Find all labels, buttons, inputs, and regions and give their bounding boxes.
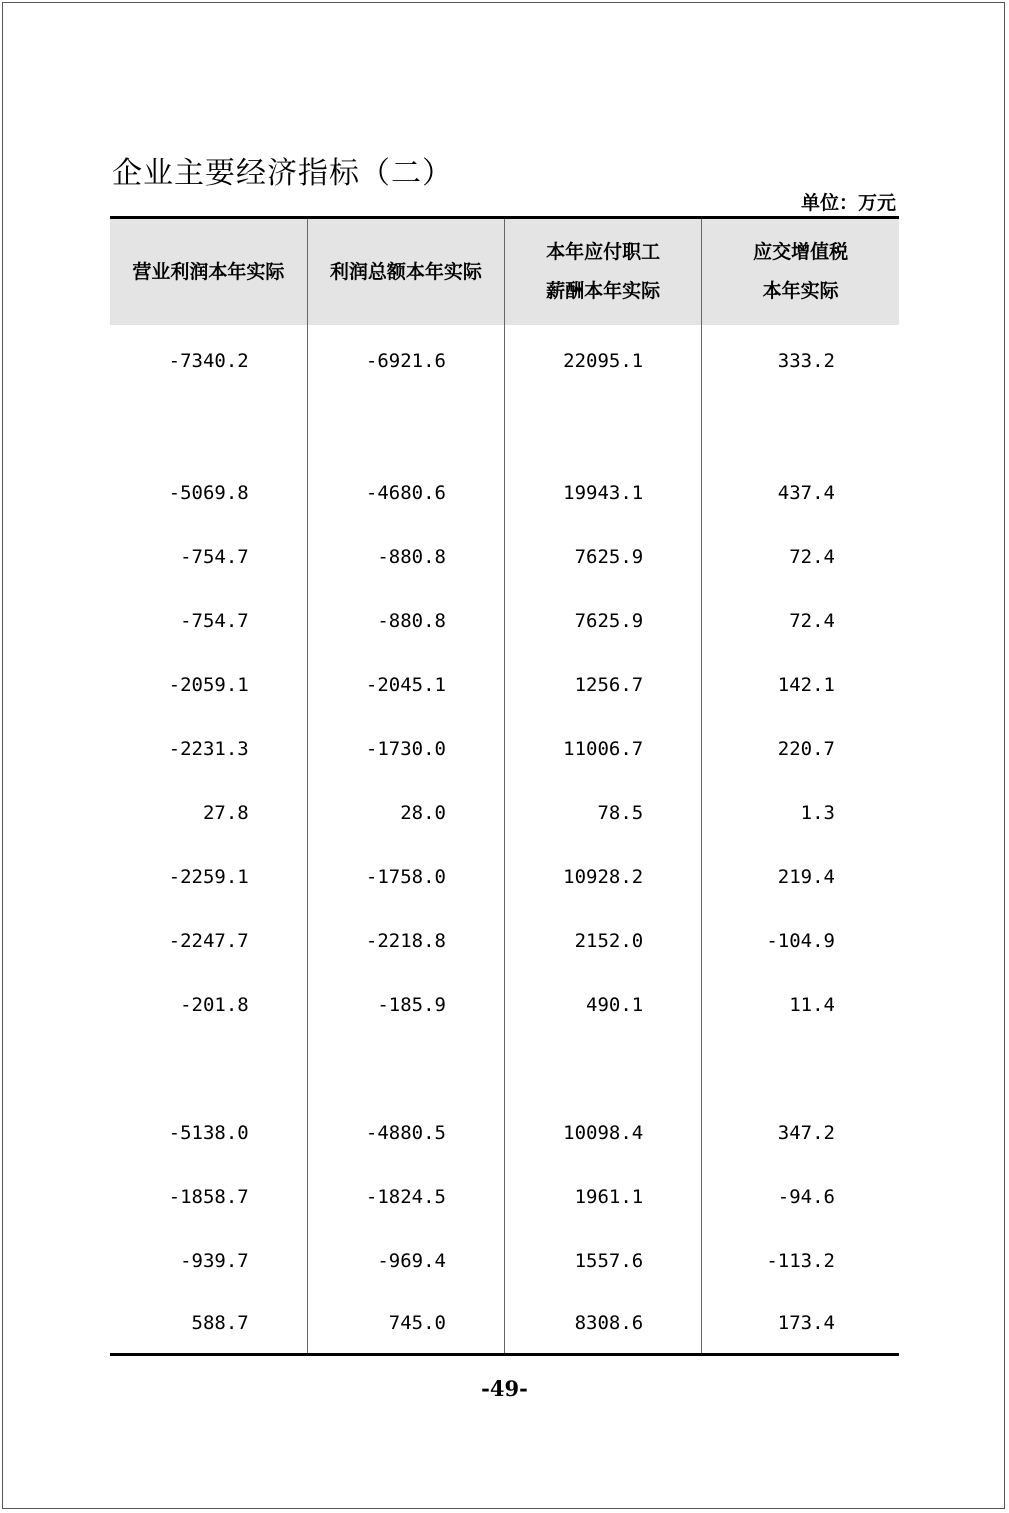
- cell-payroll: [505, 1037, 702, 1101]
- cell-vat: 347.2: [702, 1101, 899, 1165]
- table-row: [110, 653, 899, 717]
- cell-operating-profit: -2247.7: [168, 930, 249, 952]
- cell-total-profit: -1730.0: [307, 717, 504, 781]
- table-row: [110, 589, 899, 653]
- cell-total-profit: -4880.5: [307, 1101, 504, 1165]
- cell-payroll: 78.5: [505, 781, 702, 845]
- table-row: [110, 717, 899, 781]
- cell-vat: -104.9: [702, 909, 899, 973]
- cell-payroll: 2152.0: [505, 909, 702, 973]
- column-header-line: 本年实际: [762, 280, 839, 302]
- cell-operating-profit: -2059.1: [168, 674, 249, 696]
- cell-total-profit: [307, 1037, 504, 1101]
- cell-vat: -113.2: [702, 1229, 899, 1293]
- indicator-table: [110, 216, 899, 1356]
- column-header-line: 利润总额本年实际: [329, 260, 482, 283]
- unit-label: 单位：万元: [800, 192, 896, 214]
- cell-operating-profit: -1858.7: [168, 1186, 249, 1208]
- cell-vat: 333.2: [702, 325, 899, 397]
- column-header-payroll: [505, 218, 702, 326]
- cell-vat: [702, 1037, 899, 1101]
- cell-operating-profit: -754.7: [180, 610, 249, 632]
- cell-payroll: 7625.9: [505, 589, 702, 653]
- column-header-operating-profit: [110, 218, 307, 326]
- table-row: [110, 1229, 899, 1293]
- cell-total-profit: -2045.1: [307, 653, 504, 717]
- table-header-row: [110, 218, 899, 326]
- cell-vat: 219.4: [702, 845, 899, 909]
- page-title: 企业主要经济指标（二）: [112, 156, 453, 191]
- page-number: -49-: [481, 1376, 528, 1401]
- table-body: [110, 325, 899, 1355]
- indicator-table-container: [110, 216, 899, 1356]
- table-row: [110, 1101, 899, 1165]
- table-row: [110, 325, 899, 397]
- table-row: [110, 845, 899, 909]
- cell-operating-profit: [110, 397, 307, 461]
- cell-vat: 220.7: [702, 717, 899, 781]
- cell-operating-profit: -5069.8: [168, 482, 249, 504]
- cell-total-profit: 28.0: [307, 781, 504, 845]
- cell-total-profit: -1824.5: [307, 1165, 504, 1229]
- cell-operating-profit: -5138.0: [168, 1122, 249, 1144]
- cell-payroll: 1961.1: [505, 1165, 702, 1229]
- table-row-blank: [110, 397, 899, 461]
- cell-total-profit: -4680.6: [307, 461, 504, 525]
- cell-payroll: 19943.1: [505, 461, 702, 525]
- cell-vat: [702, 397, 899, 461]
- table-row: [110, 781, 899, 845]
- column-header-vat: [702, 218, 899, 326]
- cell-vat: 72.4: [702, 525, 899, 589]
- table-row: [110, 461, 899, 525]
- cell-operating-profit: -939.7: [180, 1250, 249, 1272]
- cell-operating-profit: -201.8: [180, 994, 249, 1016]
- cell-total-profit: 745.0: [307, 1293, 504, 1355]
- cell-operating-profit: -2231.3: [168, 738, 249, 760]
- cell-vat: -94.6: [702, 1165, 899, 1229]
- cell-operating-profit: 27.8: [202, 802, 249, 824]
- cell-total-profit: -185.9: [307, 973, 504, 1037]
- cell-total-profit: -2218.8: [307, 909, 504, 973]
- table-row: [110, 1293, 899, 1355]
- cell-payroll: 490.1: [505, 973, 702, 1037]
- cell-vat: 142.1: [702, 653, 899, 717]
- cell-payroll: 10928.2: [505, 845, 702, 909]
- table-row-blank: [110, 1037, 899, 1101]
- cell-payroll: 7625.9: [505, 525, 702, 589]
- cell-total-profit: [307, 397, 504, 461]
- cell-payroll: 11006.7: [505, 717, 702, 781]
- cell-vat: 72.4: [702, 589, 899, 653]
- table-row: [110, 973, 899, 1037]
- cell-operating-profit: -7340.2: [168, 350, 249, 372]
- cell-operating-profit: -754.7: [180, 546, 249, 568]
- cell-total-profit: -6921.6: [307, 325, 504, 397]
- cell-operating-profit: 588.7: [110, 1293, 307, 1355]
- cell-payroll: 1557.6: [505, 1229, 702, 1293]
- cell-vat: 11.4: [702, 973, 899, 1037]
- cell-payroll: 10098.4: [505, 1101, 702, 1165]
- cell-vat: 173.4: [702, 1293, 899, 1355]
- column-header-line: 营业利润本年实际: [132, 260, 285, 283]
- cell-total-profit: -969.4: [307, 1229, 504, 1293]
- cell-total-profit: -880.8: [307, 589, 504, 653]
- cell-payroll: 22095.1: [505, 325, 702, 397]
- column-header-total-profit: [307, 218, 504, 326]
- table-row: [110, 1165, 899, 1229]
- cell-operating-profit: [110, 1037, 307, 1101]
- cell-payroll: [505, 397, 702, 461]
- cell-vat: 437.4: [702, 461, 899, 525]
- cell-total-profit: -880.8: [307, 525, 504, 589]
- cell-payroll: 8308.6: [505, 1293, 702, 1355]
- cell-operating-profit: -2259.1: [168, 866, 249, 888]
- column-header-line: 本年应付职工: [546, 241, 661, 263]
- column-header-line: 应交增值税: [753, 241, 849, 263]
- table-row: [110, 525, 899, 589]
- cell-vat: 1.3: [702, 781, 899, 845]
- cell-payroll: 1256.7: [505, 653, 702, 717]
- table-row: [110, 909, 899, 973]
- column-header-line: 薪酬本年实际: [546, 280, 661, 302]
- cell-total-profit: -1758.0: [307, 845, 504, 909]
